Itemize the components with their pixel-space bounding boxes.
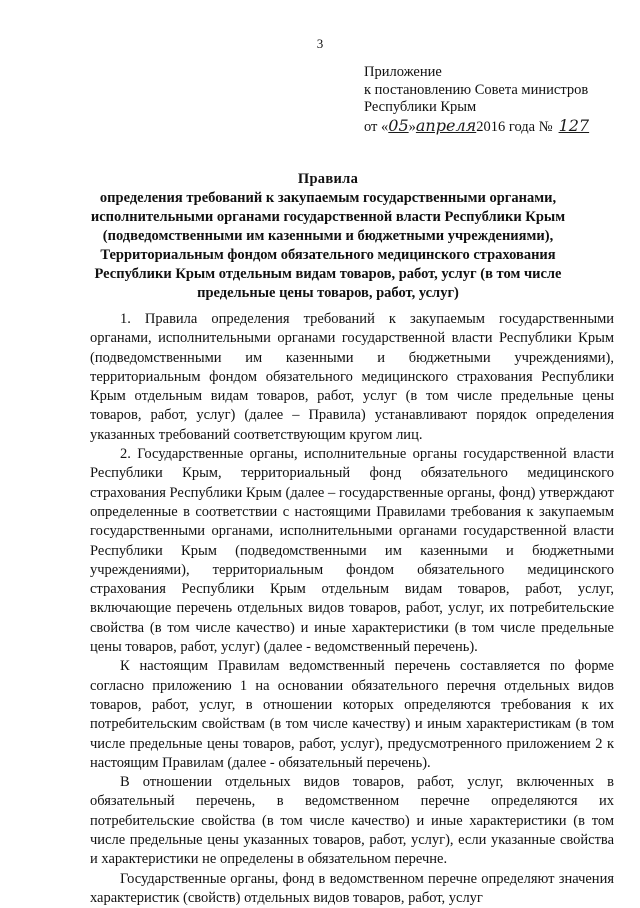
title-line-6: предельные цены товаров, работ, услуг)	[197, 285, 459, 301]
paragraph-5: Государственные органы, фонд в ведомственном перечне определяют значения характеристик (свойств) отдельных видов товаров, работ, услуг	[90, 870, 614, 906]
title-line-2: исполнительными органами государственной власти Республики Крым	[90, 209, 566, 225]
page-number: 3	[316, 36, 324, 51]
appendix-title: Приложение	[364, 64, 442, 80]
title-line-1: определения требований к закупаемым государственными органами,	[99, 190, 557, 206]
title-heading: Правила	[297, 171, 359, 187]
document-body	[90, 310, 614, 908]
date-quote-close: »	[408, 118, 416, 135]
paragraph-3: К настоящим Правилам ведомственный перечень составляется по форме согласно приложению 1 на основании обязательного перечня отдельных видов товаров, работ, услуг, в отношении которых определяются требования к их потребительским свойствам (в том числе качеству) и иным характеристикам (в том числе предельные цены товаров, работ, услуг), предусмотренного приложением 2 к настоящим Правилам (далее - обязательный перечень).	[90, 658, 614, 771]
handwritten-month: апреля	[415, 115, 477, 135]
appendix-decree-line: к постановлению Совета министров	[364, 81, 589, 98]
paragraph-2: 2. Государственные органы, исполнительные органы государственной власти Республики Крым, территориальный фонд обязательного медицинского страхования Республики Крым (далее – государственные органы, фонд) утверждают определенные в соответствии с настоящими Правилами требования к закупаемым государственными органами, исполнительными органами государственной власти Республики Крым (подведомственными им казенными и бюджетными учреждениями), территориальным фондом обязательного медицинского страхования Республики Крым отдельным видам товаров, работ, услуг, включающие перечень отдельных видов товаров, работ, услуг, их потребительские свойства (в том числе качество) и иные характеристики (в том числе предельные цены товаров, работ, услуг) (далее - ведомственный перечень).	[90, 446, 614, 656]
document-title	[88, 170, 568, 303]
date-year-text: 2016 года №	[476, 118, 553, 135]
appendix-block	[364, 64, 634, 136]
title-line-5: Республики Крым отдельным видам товаров, работ, услуг (в том числе	[94, 266, 562, 282]
paragraph-4: В отношении отдельных видов товаров, работ, услуг, включенных в обязательный перечень, в ведомственном перечне определяются их потребительские свойства (в том числе качество) и иные характеристики (в том числе предельные цены указанных товаров, работ, услуг), если указанные свойства и характеристики не определены в обязательном перечне.	[90, 774, 614, 868]
appendix-republic-line: Республики Крым	[364, 99, 477, 115]
appendix-date-line	[364, 117, 634, 137]
title-line-3: (подведомственными им казенными и бюджетными учреждениями),	[102, 228, 554, 244]
handwritten-number: 127	[558, 115, 590, 135]
date-prefix: от «	[364, 118, 389, 135]
handwritten-day: 05	[388, 115, 409, 135]
paragraph-1: 1. Правила определения требований к закупаемым государственными органами, исполнительными органами государственной власти Республики Крым (подведомственными им казенными и бюджетными учреждениями), территориальным фондом обязательного медицинского страхования Республики Крым отдельным видам товаров, работ, услуг (в том числе предельные цены товаров, работ, услуг) (далее – Правила) устанавливают порядок определения указанных требований соответствующим кругом лиц.	[90, 311, 614, 443]
title-line-4: Территориальным фондом обязательного медицинского страхования	[100, 247, 556, 263]
